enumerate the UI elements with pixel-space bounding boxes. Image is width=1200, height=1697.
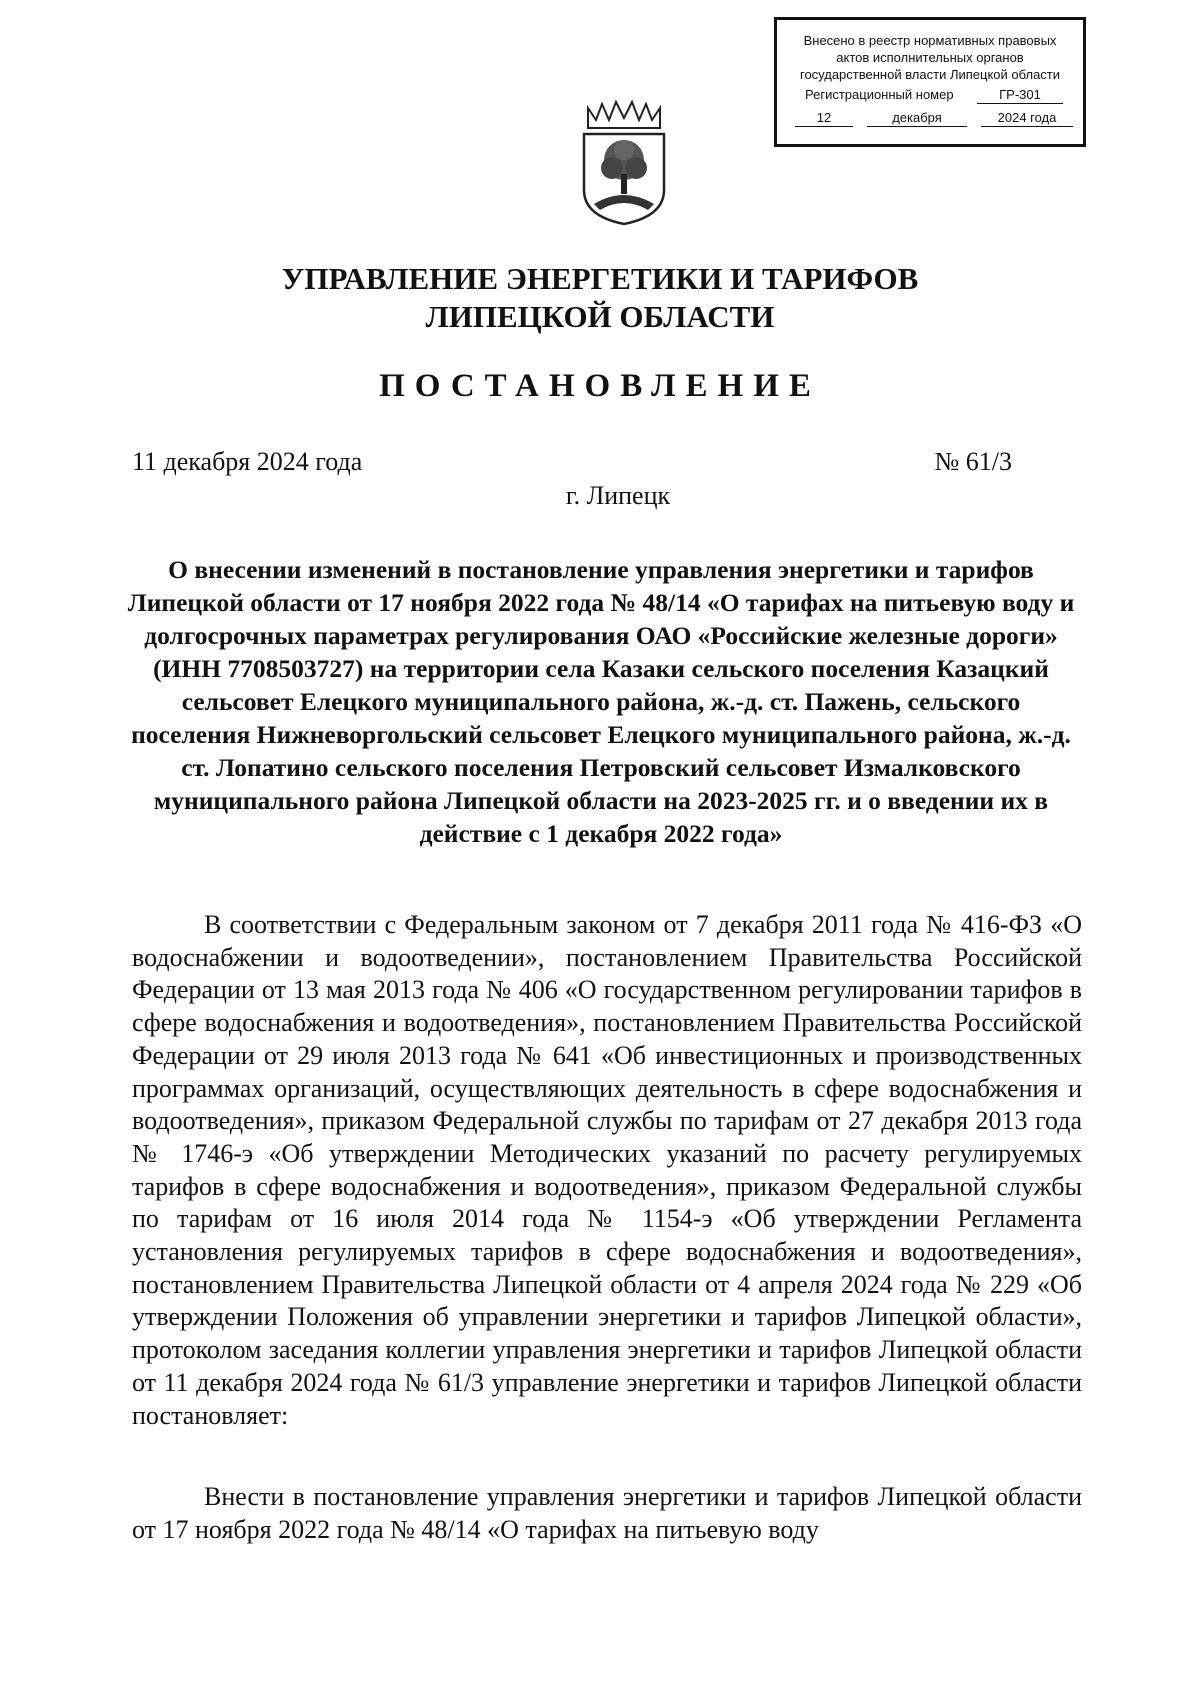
document-date: 11 декабря 2024 года <box>132 447 363 476</box>
organization-name-line-2: ЛИПЕЦКОЙ ОБЛАСТИ <box>425 299 775 334</box>
stamp-year: 2024 года <box>981 109 1073 127</box>
document-number: № 61/3 <box>934 447 1012 476</box>
organization-name-line-1: УПРАВЛЕНИЕ ЭНЕРГЕТИКИ И ТАРИФОВ <box>281 261 919 296</box>
document-type-title: ПОСТАНОВЛЕНИЕ <box>379 368 821 404</box>
stamp-day: 12 <box>795 109 853 127</box>
lipetsk-coat-of-arms-icon <box>578 98 670 228</box>
registry-stamp <box>774 17 1086 147</box>
stamp-date-row <box>777 109 1083 127</box>
body-paragraph-1: В соответствии с Федеральным законом от 7 декабря 2011 года № 416-ФЗ «О водоснабжении и водоотведении», постановлением Правительства Российской Федерации от 13 мая 2013 года № 406 «О государственном регулировании тарифов в сфере водоснабжения и водоотведения», постановлением Правительства Российской Федерации от 29 июля 2013 года № 641 «Об инвестиционных и производственных программах организаций, осуществляющих деятельность в сфере водоснабжения и водоотведения», приказом Федеральной службы по тарифам от 27 декабря 2013 года № 1746-э «Об утверждении Методических указаний по расчету регулируемых тарифов в сфере водоснабжения и водоотведения», приказом Федеральной службы по тарифам от 16 июля 2014 года № 1154-э «Об утверждении Регламента установления регулируемых тарифов в сфере водоснабжения и водоотведения», постановлением Правительства Липецкой области от 4 апреля 2024 года № 229 «Об утверждении Положения об управлении энергетики и тарифов Липецкой области», протоколом заседания коллегии управления энергетики и тарифов Липецкой области от 11 декабря 2024 года № 61/3 управление энергетики и тарифов Липецкой области постановляет: <box>132 910 1082 1430</box>
document-city: г. Липецк <box>565 481 671 510</box>
stamp-reg-number: ГР-301 <box>977 86 1063 104</box>
stamp-line-3: государственной власти Липецкой области <box>799 67 1061 82</box>
body-paragraph-2: Внести в постановление управления энергетики и тарифов Липецкой области от 17 ноября 2022 года № 48/14 «О тарифах на питьевую воду <box>132 1482 1082 1544</box>
stamp-month: декабря <box>867 109 967 127</box>
document-subject: О внесении изменений в постановление управления энергетики и тарифов Липецкой области от 17 ноября 2022 года № 48/14 «О тарифах на питьевую воду и долгосрочных параметрах регулирования ОАО «Российские железные дороги» (ИНН 7708503727) на территории села Казаки сельского поселения Казацкий сельсовет Елецкого муниципального района, ж.-д. ст. Пажень, сельского поселения Нижневоргольский сельсовет Елецкого муниципального района, ж.-д. ст. Лопатино сельского поселения Петровский сельсовет Измалковского муниципального района Липецкой области на 2023-2025 гг. и о введении их в действие с 1 декабря 2022 года» <box>127 555 1075 848</box>
organization-name <box>0 260 1200 336</box>
stamp-registration-row <box>777 86 1083 104</box>
stamp-reg-label: Регистрационный номер <box>805 87 954 102</box>
stamp-line-2: актов исполнительных органов <box>836 50 1024 65</box>
stamp-line-1: Внесено в реестр нормативных правовых <box>803 33 1057 48</box>
